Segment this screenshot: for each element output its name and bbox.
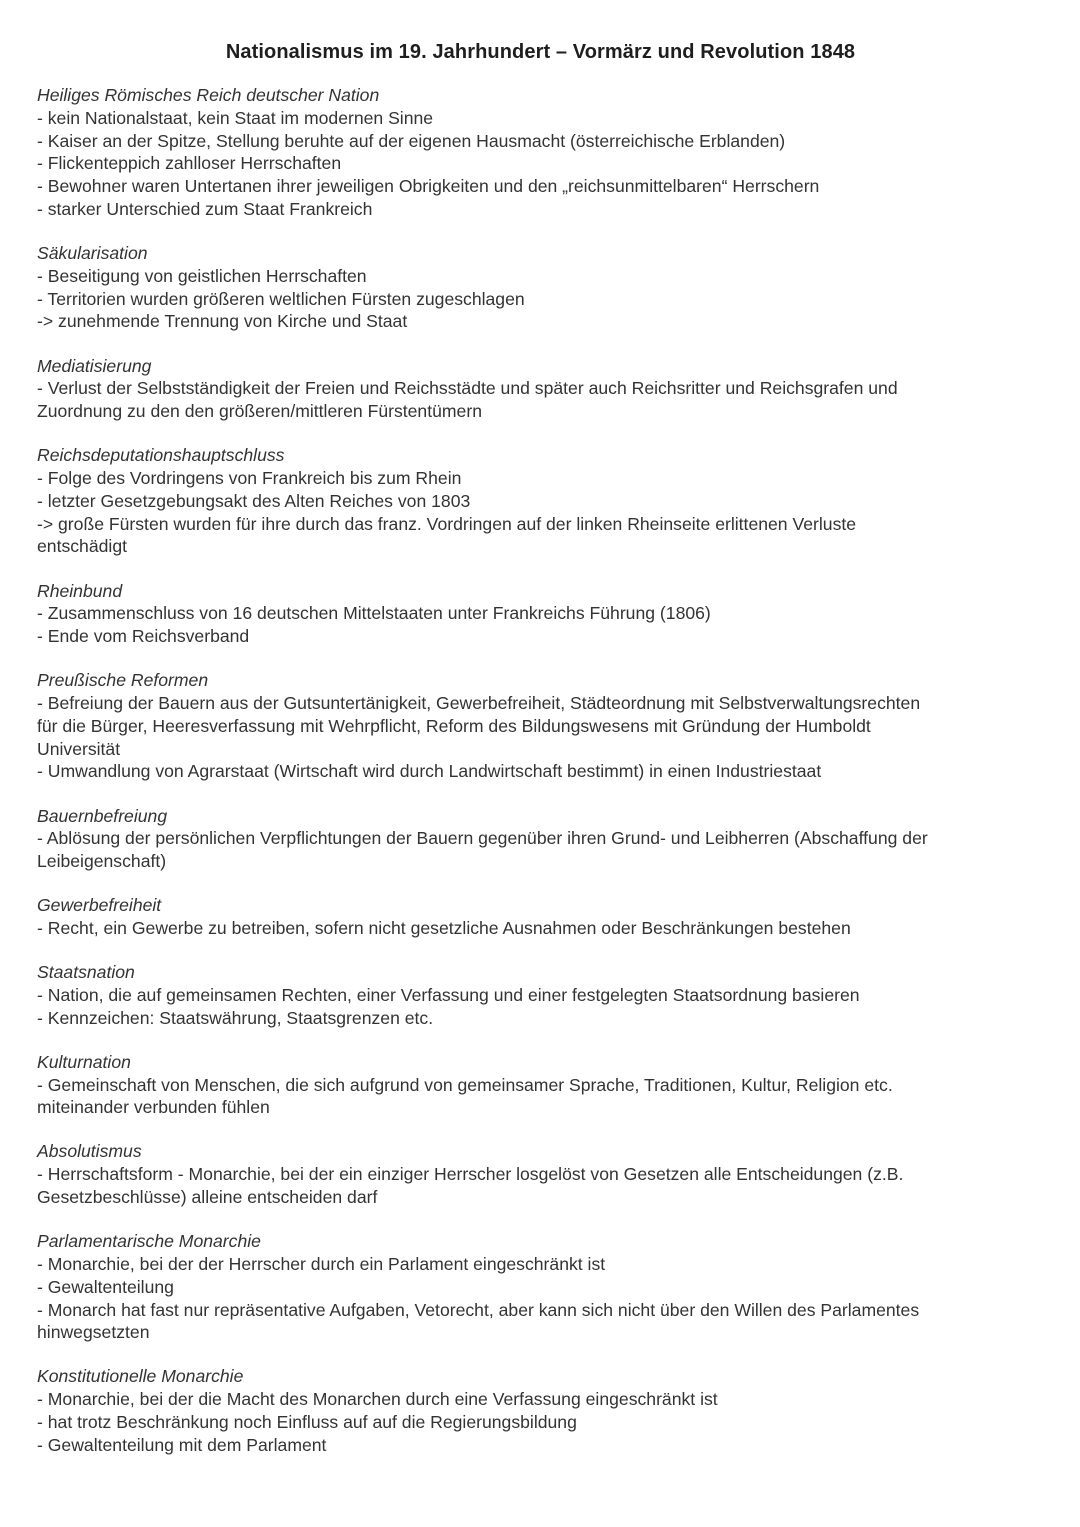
section-line: - Territorien wurden größeren weltlichen Fürsten zugeschlagen [37, 288, 525, 309]
section-heading: Kulturnation [37, 1051, 131, 1072]
section [37, 355, 1044, 423]
section-line: - Kennzeichen: Staatswährung, Staatsgrenzen etc. [37, 1007, 434, 1028]
section [37, 669, 1044, 783]
section-line: - kein Nationalstaat, kein Staat im modernen Sinne [37, 107, 434, 128]
section-line: - Umwandlung von Agrarstaat (Wirtschaft wird durch Landwirtschaft bestimmt) in einen Industriestaat [37, 761, 822, 782]
section-line: - Monarch hat fast nur repräsentative Aufgaben, Vetorecht, aber kann sich nicht über den Willen des Parlamentes [37, 1299, 920, 1320]
section-line: - Folge des Vordringens von Frankreich bis zum Rhein [37, 468, 462, 489]
section-line: - Zusammenschluss von 16 deutschen Mittelstaaten unter Frankreichs Führung (1806) [37, 603, 711, 624]
section-line: - Beseitigung von geistlichen Herrschaften [37, 265, 367, 286]
section [37, 580, 1044, 648]
section-line: -> große Fürsten wurden für ihre durch das franz. Vordringen auf der linken Rheinseite erlittenen Verluste [37, 513, 857, 534]
section-line: - Recht, ein Gewerbe zu betreiben, sofern nicht gesetzliche Ausnahmen oder Beschränkungen bestehen [37, 917, 851, 938]
section-line: - Monarchie, bei der der Herrscher durch ein Parlament eingeschränkt ist [37, 1253, 606, 1274]
section-heading: Reichsdeputationshauptschluss [37, 445, 285, 466]
page-title: Nationalismus im 19. Jahrhundert – Vormärz und Revolution 1848 [225, 41, 856, 63]
section-line: Leibeigenschaft) [37, 851, 167, 872]
section-line: miteinander verbunden fühlen [37, 1097, 270, 1118]
section-line: - Nation, die auf gemeinsamen Rechten, einer Verfassung und einer festgelegten Staatsordnung basieren [37, 984, 860, 1005]
section-line: Gesetzbeschlüsse) alleine entscheiden darf [37, 1187, 378, 1208]
section-line: Zuordnung zu den den größeren/mittleren Fürstentümern [37, 401, 482, 422]
section-heading: Mediatisierung [37, 355, 152, 376]
section [37, 1051, 1044, 1119]
section [37, 961, 1044, 1029]
section-line: - Herrschaftsform - Monarchie, bei der ein einziger Herrscher losgelöst von Gesetzen alle Entscheidungen (z.B. [37, 1164, 904, 1185]
section-heading: Rheinbund [37, 580, 123, 601]
section-line: entschädigt [37, 536, 127, 557]
section-heading: Gewerbefreiheit [37, 895, 162, 916]
section-line: - Befreiung der Bauern aus der Gutsuntertänigkeit, Gewerbefreiheit, Städteordnung mit Selbstverwaltungsrechten [37, 693, 921, 714]
section-line: - Ende vom Reichsverband [37, 626, 250, 647]
section-line: - hat trotz Beschränkung noch Einfluss auf auf die Regierungsbildung [37, 1412, 577, 1433]
section-line: - Monarchie, bei der die Macht des Monarchen durch eine Verfassung eingeschränkt ist [37, 1389, 718, 1410]
section-line: - Bewohner waren Untertanen ihrer jeweiligen Obrigkeiten und den „reichsunmittelbaren“ Herrschern [37, 176, 820, 197]
section-line: - Kaiser an der Spitze, Stellung beruhte auf der eigenen Hausmacht (österreichische Erblanden) [37, 130, 786, 151]
section-line: - starker Unterschied zum Staat Frankreich [37, 198, 373, 219]
section-heading: Heiliges Römisches Reich deutscher Nation [37, 85, 380, 105]
section [37, 1230, 1044, 1344]
section-line: - Verlust der Selbstständigkeit der Freien und Reichsstädte und später auch Reichsritter und Reichsgrafen und [37, 378, 898, 399]
section-heading: Bauernbefreiung [37, 805, 168, 826]
section-line: - Gewaltenteilung mit dem Parlament [37, 1434, 327, 1455]
section [37, 1365, 1044, 1456]
section-heading: Staatsnation [37, 962, 135, 983]
section [37, 242, 1044, 333]
section-line: - Gemeinschaft von Menschen, die sich aufgrund von gemeinsamer Sprache, Traditionen, Kultur, Religion etc. [37, 1074, 893, 1095]
section-line: - Flickenteppich zahlloser Herrschaften [37, 153, 342, 174]
section-line: - Gewaltenteilung [37, 1276, 174, 1297]
section [37, 84, 1044, 221]
section [37, 805, 1044, 873]
section-line: für die Bürger, Heeresverfassung mit Wehrpflicht, Reform des Bildungswesens mit Gründung der Humboldt [37, 715, 871, 736]
sections-container [37, 84, 1044, 1457]
section-line: - letzter Gesetzgebungsakt des Alten Reiches von 1803 [37, 490, 471, 511]
section-heading: Konstitutionelle Monarchie [37, 1366, 244, 1387]
section [37, 1140, 1044, 1208]
section-heading: Säkularisation [37, 243, 148, 264]
section [37, 444, 1044, 558]
section-line: Universität [37, 738, 121, 759]
section-heading: Absolutismus [37, 1141, 142, 1162]
section-heading: Preußische Reformen [37, 670, 209, 691]
section [37, 894, 1044, 940]
section-line: -> zunehmende Trennung von Kirche und Staat [37, 311, 408, 332]
section-line: hinwegsetzten [37, 1322, 150, 1343]
section-heading: Parlamentarische Monarchie [37, 1231, 261, 1252]
section-line: - Ablösung der persönlichen Verpflichtungen der Bauern gegenüber ihren Grund- und Leibherren (Abschaffung der [37, 828, 928, 849]
